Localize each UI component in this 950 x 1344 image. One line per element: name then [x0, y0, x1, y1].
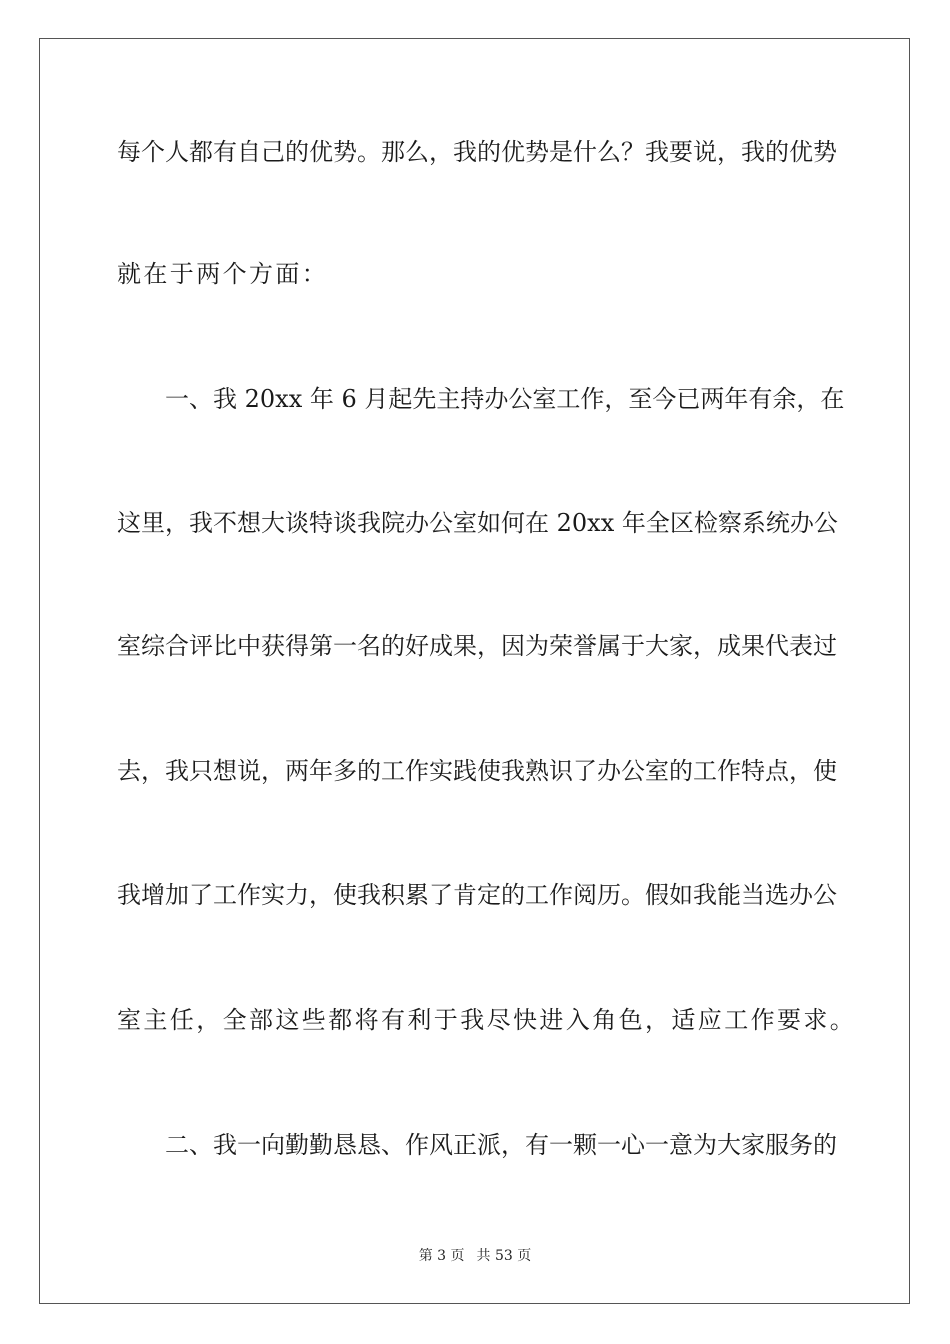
page-footer	[0, 1246, 950, 1266]
body-line-5: 室综合评比中获得第一名的好成果，因为荣誉属于大家，成果代表过	[117, 632, 837, 660]
body-line-7: 我增加了工作实力，使我积累了肯定的工作阅历。假如我能当选办公	[117, 881, 837, 909]
page-frame	[39, 38, 910, 1304]
body-line-1: 每个人都有自己的优势。那么，我的优势是什么？我要说，我的优势	[117, 138, 837, 166]
body-line-6: 去，我只想说，两年多的工作实践使我熟识了办公室的工作特点，使	[117, 757, 837, 785]
page-number: 第 3 页	[418, 1248, 465, 1264]
body-line-4: 这里，我不想大谈特谈我院办公室如何在 20xx 年全区检察系统办公	[117, 509, 838, 537]
body-line-2: 就在于两个方面：	[117, 260, 329, 288]
page-total: 共 53 页	[476, 1248, 532, 1264]
body-line-8: 室主任，全部这些都将有利于我尽快进入角色，适应工作要求。	[117, 1006, 857, 1034]
body-line-9: 二、我一向勤勤恳恳、作风正派，有一颗一心一意为大家服务的	[165, 1131, 837, 1159]
body-line-3: 一、我 20xx 年 6 月起先主持办公室工作，至今已两年有余，在	[165, 385, 845, 413]
